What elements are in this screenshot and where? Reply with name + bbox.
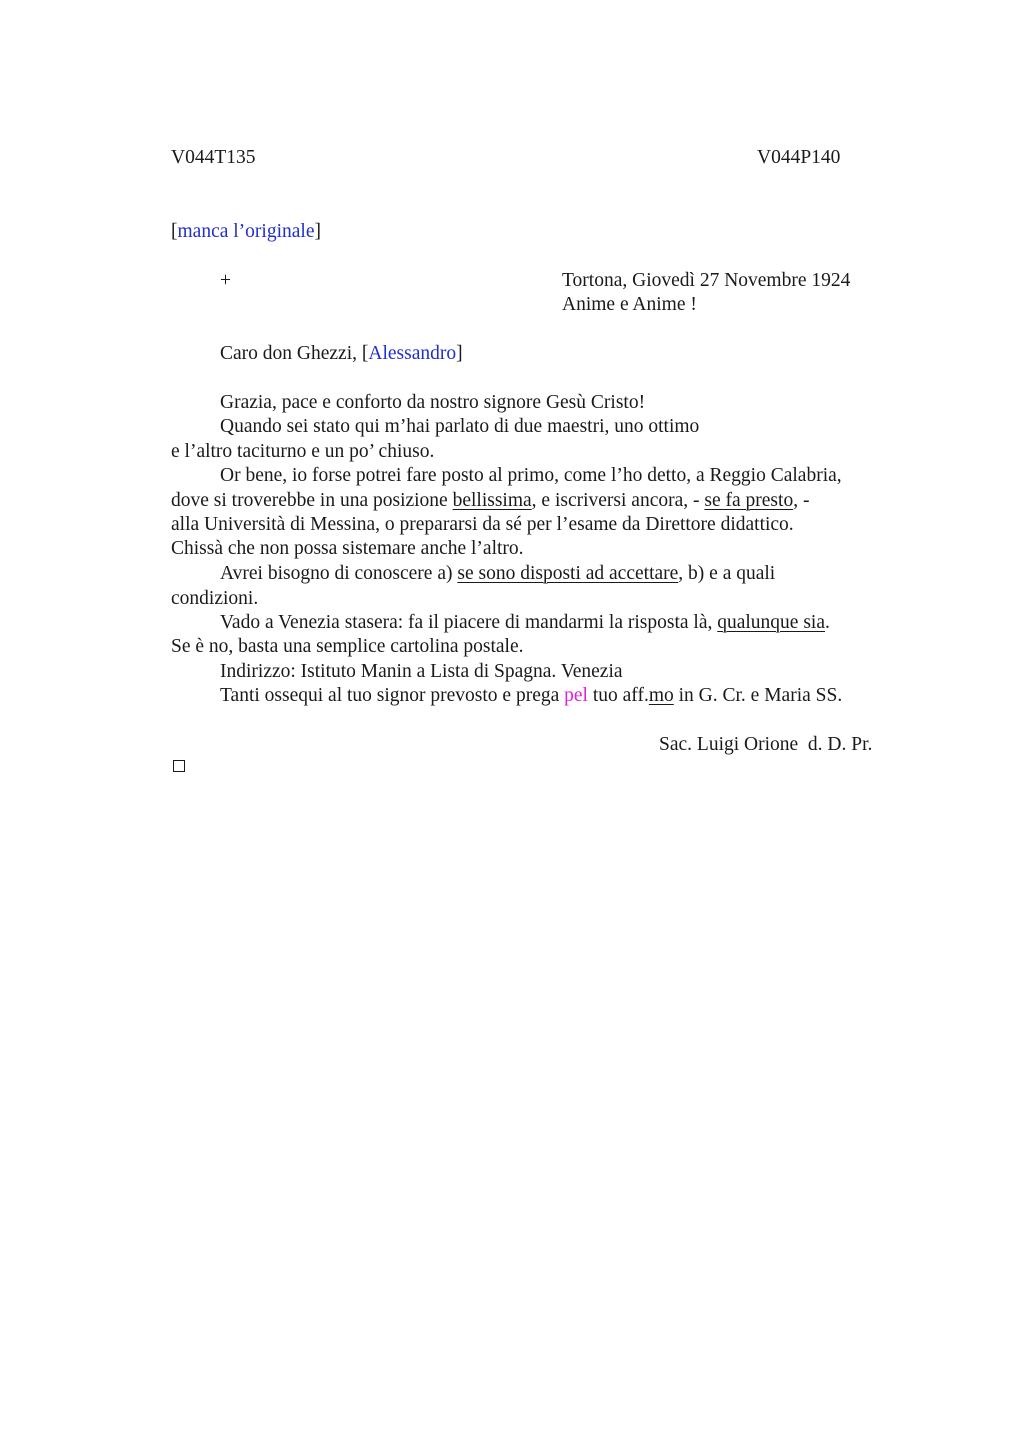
underlined-disposti: se sono disposti ad accettare bbox=[457, 563, 679, 584]
body-line-12: Indirizzo: Istituto Manin a Lista di Spagna. Venezia bbox=[220, 661, 623, 682]
body-line-5-text-e: , - bbox=[793, 490, 810, 511]
place-date: Tortona, Giovedì 27 Novembre 1924 bbox=[562, 270, 851, 291]
cross-mark: + bbox=[220, 270, 231, 291]
body-line-4: Or bene, io forse potrei fare posto al primo, come l’ho detto, a Reggio Calabria, bbox=[220, 465, 842, 486]
salutation-text: Caro don Ghezzi, [ bbox=[220, 343, 369, 364]
body-line-10 bbox=[220, 611, 830, 635]
note-close-bracket: ] bbox=[314, 221, 321, 242]
body-line-8 bbox=[220, 562, 775, 586]
body-line-5 bbox=[171, 489, 809, 513]
body-line-9: condizioni. bbox=[171, 588, 259, 609]
note-text: manca l’originale bbox=[177, 221, 315, 242]
underlined-se-fa-presto: se fa presto bbox=[704, 490, 794, 511]
document-code-left: V044T135 bbox=[171, 147, 256, 168]
note-open-bracket: [ bbox=[171, 221, 178, 242]
document-code-right: V044P140 bbox=[757, 147, 841, 168]
editorial-note bbox=[171, 220, 321, 244]
body-line-3: e l’altro taciturno e un po’ chiuso. bbox=[171, 441, 435, 462]
body-line-11: Se è no, basta una semplice cartolina postale. bbox=[171, 636, 524, 657]
body-line-8-text-a: Avrei bisogno di conoscere a) bbox=[220, 563, 458, 584]
body-line-5-text-c: , e iscriversi ancora, - bbox=[531, 490, 705, 511]
signature: Sac. Luigi Orione d. D. Pr. bbox=[659, 734, 873, 755]
body-line-13 bbox=[220, 684, 842, 708]
underlined-bellissima: bellissima bbox=[452, 490, 532, 511]
motto: Anime e Anime ! bbox=[562, 294, 697, 315]
salutation-name: Alessandro bbox=[368, 343, 457, 364]
underlined-qualunque-sia: qualunque sia bbox=[717, 612, 825, 633]
body-line-5-text-a: dove si troverebbe in una posizione bbox=[171, 490, 453, 511]
body-line-6: alla Università di Messina, o prepararsi da sé per l’esame da Direttore didattico. bbox=[171, 514, 794, 535]
empty-square-icon bbox=[173, 760, 185, 772]
body-line-8-text-c: , b) e a quali bbox=[678, 563, 776, 584]
body-line-13-text-a: Tanti ossequi al tuo signor prevosto e prega bbox=[220, 685, 565, 706]
body-line-10-text-c: . bbox=[825, 612, 830, 633]
body-line-13-text-e: in G. Cr. e Maria SS. bbox=[673, 685, 843, 706]
body-line-13-text-c: tuo aff. bbox=[587, 685, 649, 706]
salutation bbox=[220, 342, 463, 366]
body-line-1: Grazia, pace e conforto da nostro signore Gesù Cristo! bbox=[220, 392, 646, 413]
body-line-7: Chissà che non possa sistemare anche l’altro. bbox=[171, 538, 524, 559]
body-line-2: Quando sei stato qui m’hai parlato di due maestri, uno ottimo bbox=[220, 416, 700, 437]
underlined-mo: mo bbox=[648, 685, 674, 706]
salutation-close: ] bbox=[456, 343, 463, 364]
annotated-pel: pel bbox=[564, 685, 588, 706]
body-line-10-text-a: Vado a Venezia stasera: fa il piacere di mandarmi la risposta là, bbox=[220, 612, 718, 633]
